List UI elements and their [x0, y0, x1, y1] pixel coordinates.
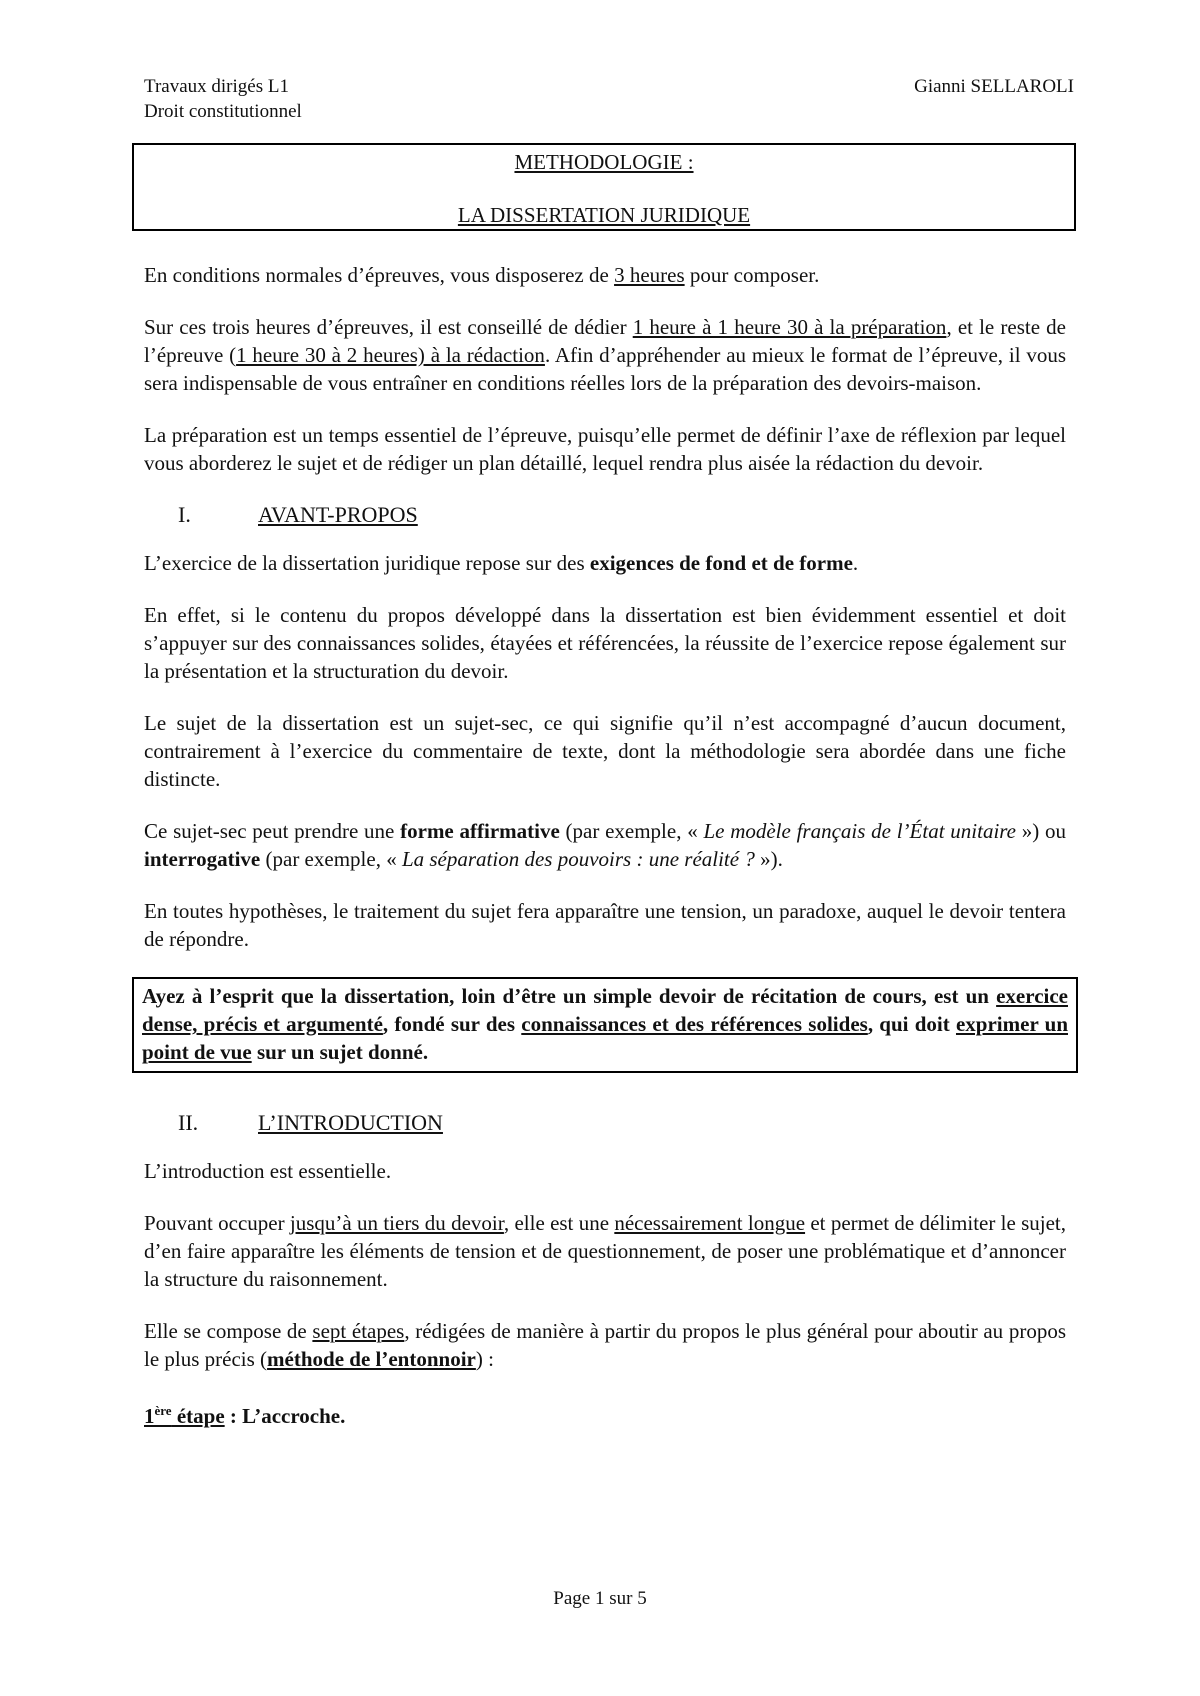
highlight-box [132, 977, 1078, 1073]
text: , elle est une [503, 1211, 615, 1235]
intro-paragraph-2 [144, 313, 1066, 397]
header-subject: Droit constitutionnel [144, 101, 302, 122]
section-title: AVANT-PROPOS [258, 502, 418, 527]
text: et permet de délimiter le sujet, d’en faire apparaître les éléments de tension et de questionnement, de poser une problématique et d’annoncer la structure du raisonnement. [144, 1211, 1067, 1291]
section-number: II. [178, 1110, 199, 1135]
text: Elle se compose de [144, 1319, 313, 1343]
underlined-text: connaissances et des références solides [521, 1012, 868, 1036]
italic-text: La séparation des pouvoirs : une réalité ? [401, 847, 755, 871]
section-heading-2 [178, 1109, 1066, 1137]
section1-paragraph-3: Le sujet de la dissertation est un sujet-sec, ce qui signifie qu’il n’est accompagné d’aucun document, contrairement à l’exercice du commentaire de texte, dont la méthodologie sera abordée dans une fiche distincte. [144, 711, 1066, 791]
italic-text: Le modèle français de l’État unitaire [703, 819, 1017, 843]
section2-paragraph-1: L’introduction est essentielle. [144, 1159, 392, 1183]
text: (par exemple, « [559, 819, 704, 843]
page-number: Page 1 sur 5 [553, 1588, 647, 1609]
step-label [144, 1404, 225, 1428]
text: ) : [475, 1347, 494, 1371]
underlined-text: 1 heure à 1 heure 30 à la préparation [632, 315, 947, 339]
text: . Afin d’appréhender au mieux le format de l’épreuve, il vous sera indispensable de vous entraîner en conditions réelles lors de la préparation des devoirs-maison. [144, 343, 1067, 395]
text: , et le reste de l’épreuve ( [144, 315, 1066, 367]
underlined-text: jusqu’à un tiers du devoir [289, 1211, 504, 1235]
intro-paragraph-1 [144, 261, 1066, 289]
section1-paragraph-5: En toutes hypothèses, le traitement du sujet fera apparaître une tension, un paradoxe, auquel le devoir tentera de répondre. [144, 899, 1066, 951]
step-title: : L’accroche. [224, 1404, 346, 1428]
text: Ce sujet-sec peut prendre une [144, 819, 401, 843]
header-left [144, 74, 302, 124]
bold-text: forme affirmative [400, 819, 560, 843]
text: , fondé sur des [382, 1012, 522, 1036]
section2-paragraph-3 [144, 1317, 1066, 1373]
underlined-text: exercice dense, précis et argumenté [142, 984, 1068, 1036]
underlined-text: nécessairement longue [614, 1211, 806, 1235]
section-heading-1 [178, 501, 1066, 529]
intro-paragraph-3: La préparation est un temps essentiel de l’épreuve, puisqu’elle permet de définir l’axe de réflexion par lequel vous aborderez le sujet et de rédiger un plan détaillé, lequel rendra plus aisée la rédaction du devoir. [144, 423, 1066, 475]
text: Pouvant occuper [144, 1211, 290, 1235]
text: Ayez à l’esprit que la dissertation, loin d’être un simple devoir de récitation de cours, est un [142, 984, 997, 1008]
title-line1: METHODOLOGIE : [514, 150, 694, 174]
section1-paragraph-1 [144, 549, 1066, 577]
text: L’exercice de la dissertation juridique repose sur des [144, 551, 590, 575]
underlined-text: sept étapes [312, 1319, 405, 1343]
text: sur un sujet donné. [251, 1040, 429, 1064]
bold-text: interrogative [144, 847, 261, 871]
section-title: L’INTRODUCTION [258, 1110, 443, 1135]
document-body [144, 261, 1066, 1430]
text: , qui doit [867, 1012, 956, 1036]
step-ordinal: ère [154, 1403, 172, 1418]
text: (par exemple, « [260, 847, 402, 871]
title-box [132, 143, 1076, 231]
step-heading [144, 1397, 1066, 1430]
text: . [852, 551, 859, 575]
section1-paragraph-2: En effet, si le contenu du propos développé dans la dissertation est bien évidemment essentiel et doit s’appuyer sur des connaissances solides, étayées et référencées, la réussite de l’exercice repose également sur la présentation et la structuration du devoir. [144, 603, 1066, 683]
text: »). [754, 847, 783, 871]
underlined-text: exprimer un point de vue [142, 1012, 1068, 1064]
header-author: Gianni SELLAROLI [914, 76, 1074, 97]
step-number: 1 [144, 1404, 155, 1428]
underlined-text: 1 heure 30 à 2 heures) à la rédaction [236, 343, 545, 367]
section-number: I. [178, 502, 191, 527]
step-word: étape [171, 1404, 225, 1428]
title-line2: LA DISSERTATION JURIDIQUE [457, 203, 751, 227]
text: pour composer. [684, 263, 820, 287]
bold-text: exigences de fond et de forme [589, 551, 853, 575]
text: Sur ces trois heures d’épreuves, il est conseillé de dédier [144, 315, 633, 339]
text: En conditions normales d’épreuves, vous disposerez de [144, 263, 615, 287]
underlined-text: 3 heures [614, 263, 685, 287]
section2-paragraph-2 [144, 1209, 1066, 1293]
text: , rédigées de manière à partir du propos le plus général pour aboutir au propos le plus précis ( [144, 1319, 1066, 1371]
text: ») ou [1016, 819, 1066, 843]
bold-underlined-text: méthode de l’entonnoir [267, 1347, 476, 1371]
section1-paragraph-4 [144, 817, 1066, 873]
header-course: Travaux dirigés L1 [144, 76, 289, 97]
